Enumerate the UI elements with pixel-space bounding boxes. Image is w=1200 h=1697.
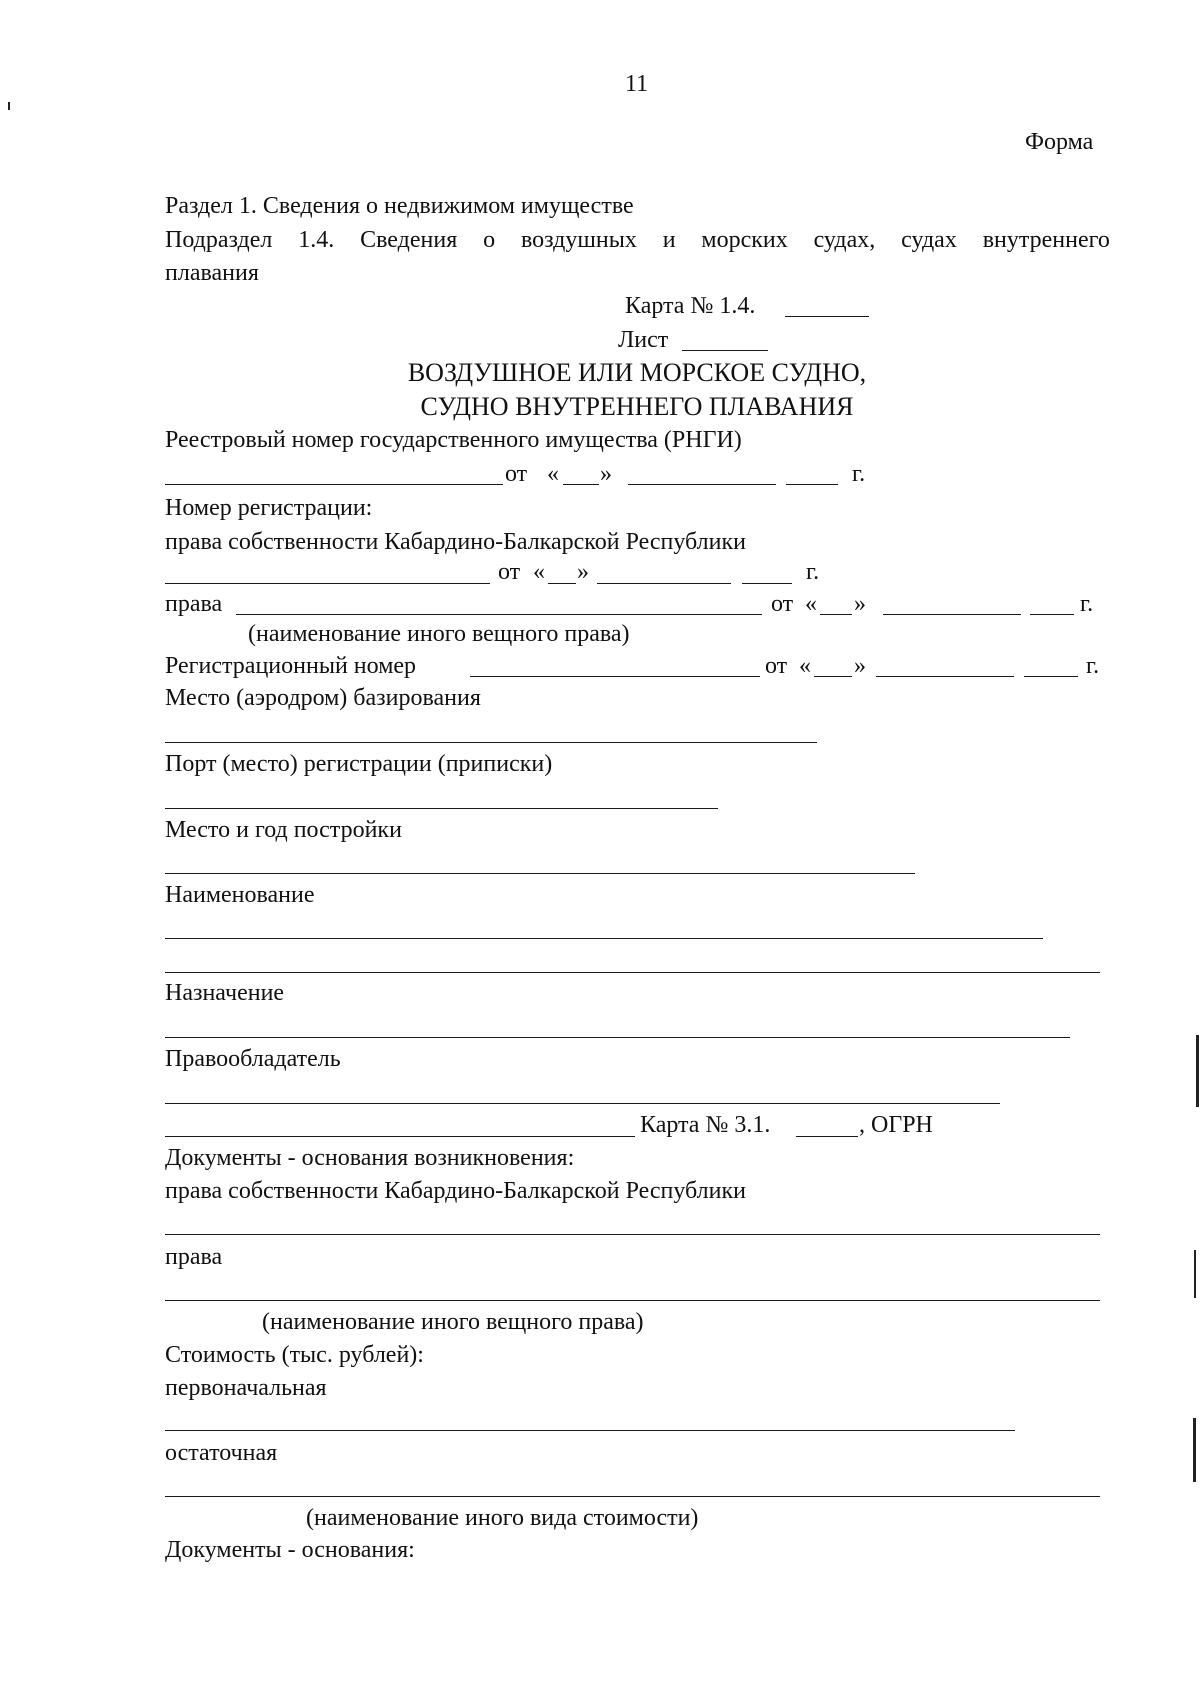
title-line-1: ВОЗДУШНОЕ ИЛИ МОРСКОЕ СУДНО,: [407, 358, 867, 387]
ownership-reg-field[interactable]: [165, 583, 490, 584]
year-suffix: г.: [852, 461, 866, 487]
reg-number-label: Регистрационный номер: [165, 653, 417, 679]
sheet-label: Лист: [618, 327, 669, 353]
docs-label: Документы - основания:: [165, 1537, 415, 1563]
rngi-field[interactable]: [165, 484, 503, 485]
scan-mark: [8, 102, 10, 110]
subsection-word: Подраздел: [165, 227, 273, 253]
subsection-word: и: [662, 227, 676, 253]
built-field[interactable]: [165, 873, 915, 874]
reg-number-month-field[interactable]: [876, 676, 1014, 677]
residual-cost-field[interactable]: [165, 1496, 1100, 1497]
base-place-label: Место (аэродром) базирования: [165, 685, 481, 711]
subsection-word: морских: [701, 227, 788, 253]
rngi-month-field[interactable]: [628, 484, 776, 485]
registration-number-label: Номер регистрации:: [165, 495, 373, 521]
year-suffix: г.: [1086, 653, 1100, 679]
name-field-line-2[interactable]: [165, 972, 1100, 973]
form-label: Форма: [1025, 129, 1094, 155]
subsection-word: 1.4.: [298, 227, 335, 253]
subsection-word: судах: [901, 227, 957, 253]
quote-open: «: [533, 559, 545, 585]
owner-label: Правообладатель: [165, 1046, 341, 1072]
quote-open: «: [805, 591, 817, 617]
rights-day-field[interactable]: [820, 614, 852, 615]
quote-open: «: [547, 461, 559, 487]
scan-mark: [1194, 1250, 1196, 1298]
from-label: от: [505, 461, 528, 487]
initial-label: первоначальная: [165, 1375, 327, 1401]
rights-label-2: права: [165, 1244, 223, 1270]
ogrn-label: , ОГРН: [859, 1112, 933, 1138]
built-label: Место и год постройки: [165, 817, 402, 843]
quote-close: »: [600, 461, 612, 487]
card-31-label: Карта № 3.1.: [640, 1112, 771, 1138]
year-suffix: г.: [806, 559, 820, 585]
port-label: Порт (место) регистрации (приписки): [165, 751, 553, 777]
docs-origin-label: Документы - основания возникновения:: [165, 1145, 575, 1171]
ownership-month-field[interactable]: [597, 583, 731, 584]
year-suffix: г.: [1080, 591, 1094, 617]
title-line-2: СУДНО ВНУТРЕННЕГО ПЛАВАНИЯ: [420, 392, 854, 421]
rngi-label: Реестровый номер государственного имущества (РНГИ): [165, 427, 742, 453]
reg-number-day-field[interactable]: [814, 676, 852, 677]
subsection-word: о: [483, 227, 496, 253]
cost-label: Стоимость (тыс. рублей):: [165, 1342, 424, 1368]
quote-open: «: [799, 653, 811, 679]
scan-mark: [1196, 1035, 1199, 1107]
from-label: от: [771, 591, 794, 617]
owner-field-line-2[interactable]: [165, 1136, 635, 1137]
purpose-label: Назначение: [165, 980, 285, 1006]
rights-docs-field[interactable]: [165, 1300, 1100, 1301]
subsection-word: внутреннего: [982, 227, 1110, 253]
ownership-year-field[interactable]: [742, 583, 792, 584]
reg-number-field[interactable]: [470, 676, 760, 677]
initial-cost-field[interactable]: [165, 1430, 1015, 1431]
name-label: Наименование: [165, 882, 315, 908]
subsection-word: Сведения: [360, 227, 458, 253]
from-label: от: [498, 559, 521, 585]
purpose-field[interactable]: [165, 1037, 1070, 1038]
ownership-docs-field[interactable]: [165, 1234, 1100, 1235]
scan-mark: [1193, 1418, 1196, 1482]
ownership-right-label: права собственности Кабардино-Балкарской Республики: [165, 529, 746, 555]
quote-close: »: [854, 591, 866, 617]
subsection-word: судах,: [813, 227, 876, 253]
reg-number-year-field[interactable]: [1024, 676, 1078, 677]
ownership-right-label-2: права собственности Кабардино-Балкарской Республики: [165, 1178, 746, 1204]
rngi-year-field[interactable]: [786, 484, 838, 485]
base-place-field[interactable]: [165, 742, 817, 743]
rngi-day-field[interactable]: [563, 484, 599, 485]
name-field-line-1[interactable]: [165, 938, 1043, 939]
section-title: Раздел 1. Сведения о недвижимом имуществе: [165, 193, 634, 219]
other-right-hint-2: (наименование иного вещного права): [262, 1309, 644, 1335]
quote-close: »: [854, 653, 866, 679]
subsection-continuation: плавания: [165, 260, 259, 286]
rights-month-field[interactable]: [883, 614, 1021, 615]
ownership-day-field[interactable]: [548, 583, 576, 584]
owner-field-line-1[interactable]: [165, 1103, 1000, 1104]
subsection-title: [165, 228, 1110, 252]
from-label: от: [765, 653, 788, 679]
card-number-field[interactable]: [785, 316, 869, 317]
card-31-field[interactable]: [796, 1136, 858, 1137]
rights-field[interactable]: [236, 614, 762, 615]
port-field[interactable]: [165, 808, 718, 809]
other-right-hint: (наименование иного вещного права): [248, 621, 630, 647]
sheet-field[interactable]: [682, 350, 768, 351]
subsection-word: воздушных: [520, 227, 637, 253]
quote-close: »: [577, 559, 589, 585]
rights-label: права: [165, 591, 223, 617]
residual-label: остаточная: [165, 1440, 278, 1466]
page-number: 11: [625, 71, 649, 97]
rights-year-field[interactable]: [1030, 614, 1074, 615]
other-cost-hint: (наименование иного вида стоимости): [306, 1505, 699, 1531]
card-number-label: Карта № 1.4.: [625, 293, 756, 319]
